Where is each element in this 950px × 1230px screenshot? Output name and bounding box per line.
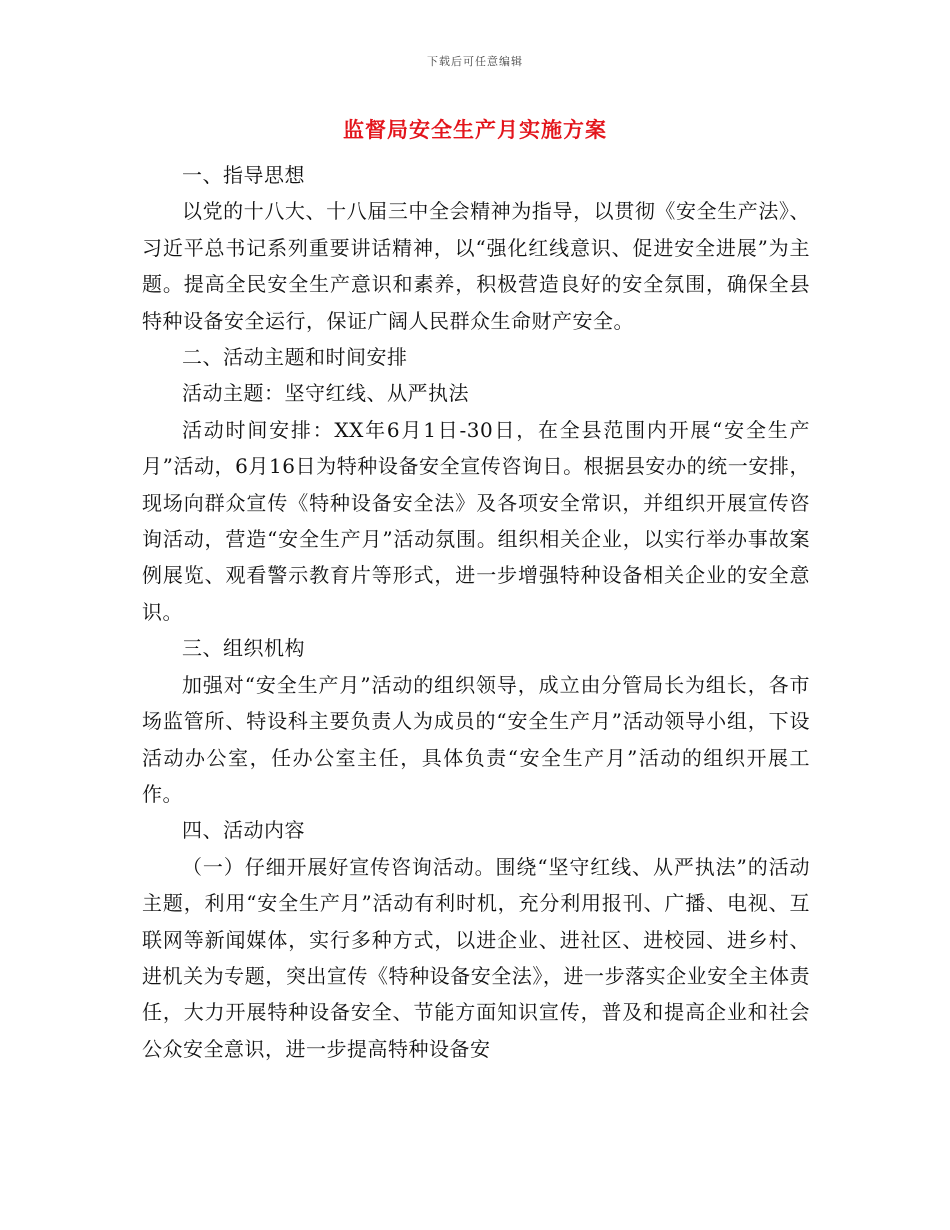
document-title: 监督局安全生产月实施方案 [343,118,607,142]
paragraph-activity-content-1: （一）仔细开展好宣传咨询活动。围绕“坚守红线、从严执法”的活动主题，利用“安全生产月”活动有利时机，充分利用报刊、广播、电视、互联网等新闻媒体，实行多种方式，以进企业、进社区、进校园、进乡村、进机关为专题，突出宣传《特种设备安全法》，进一步落实企业安全主体责任，大力开展特种设备安全、节能方面知识宣传，普及和提高企业和社会公众安全意识，进一步提高特种设备安 [142,854,810,1061]
section-heading-guiding-ideology: 一、指导思想 [182,163,305,187]
paragraph-guiding-ideology: 以党的十八大、十八届三中全会精神为指导，以贯彻《安全生产法》、习近平总书记系列重要讲话精神，以“强化红线意识、促进安全进展”为主题。提高全民安全生产意识和素养，积极营造良好的安全氛围，确保全县特种设备安全运行，保证广阔人民群众生命财产安全。 [142,199,810,333]
document-body [142,157,810,1067]
section-heading-theme-schedule: 二、活动主题和时间安排 [182,345,408,370]
paragraph-activity-theme: 活动主题：坚守红线、从严执法 [182,381,469,406]
header-note: 下载后可任意编辑 [427,55,523,68]
section-heading-organization: 三、组织机构 [182,636,305,661]
paragraph-activity-schedule: 活动时间安排：XX年6月1日-30日，在全县范围内开展“安全生产月”活动，6月16日为特种设备安全宣传咨询日。根据县安办的统一安排，现场向群众宣传《特种设备安全法》及各项安全常识，并组织开展宣传咨询活动，营造“安全生产月”活动氛围。组织相关企业，以实行举办事故案例展览、观看警示教育片等形式，进一步增强特种设备相关企业的安全意识。 [142,417,810,624]
paragraph-organization: 加强对“安全生产月”活动的组织领导，成立由分管局长为组长，各市场监管所、特设科主要负责人为成员的“安全生产月”活动领导小组，下设活动办公室，任办公室主任，具体负责“安全生产月”活动的组织开展工作。 [142,672,810,806]
section-heading-activity-content: 四、活动内容 [182,818,305,843]
